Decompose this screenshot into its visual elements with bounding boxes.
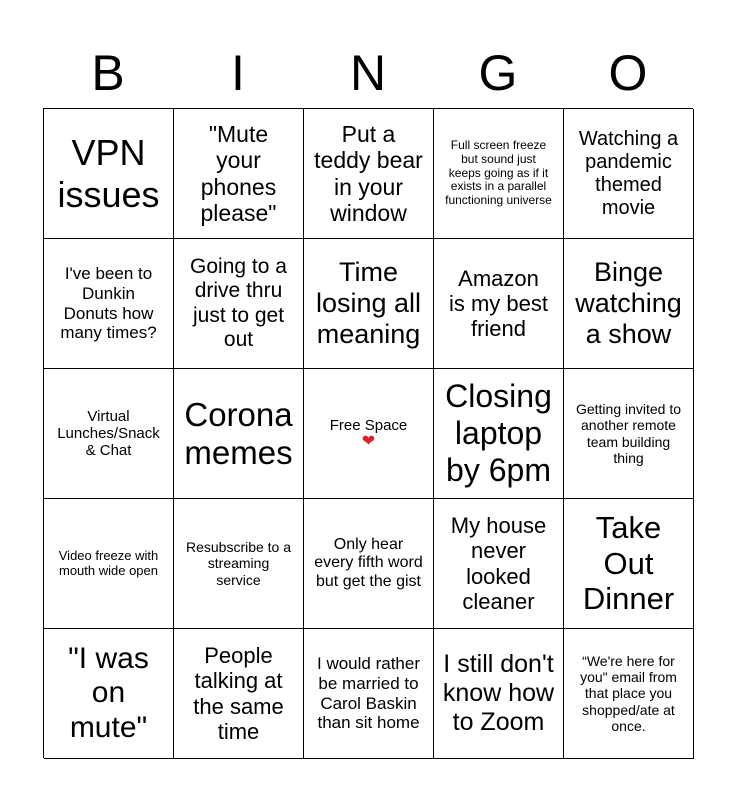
bingo-cell[interactable]: Take Out Dinner: [564, 499, 694, 629]
header-letter-o: O: [608, 45, 648, 101]
bingo-cell[interactable]: Corona memes: [174, 369, 304, 499]
header-letter-b: B: [91, 45, 125, 101]
bingo-cell[interactable]: Getting invited to another remote team building thing: [564, 369, 694, 499]
bingo-cell[interactable]: VPN issues: [44, 109, 174, 239]
bingo-cell[interactable]: Amazon is my best friend: [434, 239, 564, 369]
bingo-cell[interactable]: Full screen freeze but sound just keeps going as if it exists in a parallel functioning universe: [434, 109, 564, 239]
bingo-cell[interactable]: I've been to Dunkin Donuts how many times?: [44, 239, 174, 369]
bingo-grid: [43, 108, 693, 758]
free-space-cell[interactable]: [304, 369, 434, 499]
bingo-cell[interactable]: Time losing all meaning: [304, 239, 434, 369]
bingo-cell[interactable]: Virtual Lunches/Snack & Chat: [44, 369, 174, 499]
bingo-cell[interactable]: Watching a pandemic themed movie: [564, 109, 694, 239]
bingo-cell[interactable]: Video freeze with mouth wide open: [44, 499, 174, 629]
bingo-cell[interactable]: Put a teddy bear in your window: [304, 109, 434, 239]
bingo-cell[interactable]: Only hear every fifth word but get the gist: [304, 499, 434, 629]
heart-icon: ❤: [361, 433, 376, 451]
header-letter-i: I: [231, 45, 245, 101]
free-space-label: Free Space: [329, 416, 408, 434]
bingo-cell[interactable]: "Mute your phones please": [174, 109, 304, 239]
bingo-cell[interactable]: Resubscribe to a streaming service: [174, 499, 304, 629]
bingo-cell[interactable]: “We're here for you" email from that place you shopped/ate at once.: [564, 629, 694, 759]
bingo-cell[interactable]: People talking at the same time: [174, 629, 304, 759]
bingo-cell[interactable]: Going to a drive thru just to get out: [174, 239, 304, 369]
bingo-cell[interactable]: "I was on mute": [44, 629, 174, 759]
bingo-header: [43, 40, 693, 106]
bingo-cell[interactable]: Closing laptop by 6pm: [434, 369, 564, 499]
bingo-cell[interactable]: My house never looked cleaner: [434, 499, 564, 629]
bingo-cell[interactable]: Binge watching a show: [564, 239, 694, 369]
bingo-cell[interactable]: I still don't know how to Zoom: [434, 629, 564, 759]
header-letter-g: G: [478, 45, 518, 101]
header-letter-n: N: [349, 45, 387, 101]
bingo-cell[interactable]: I would rather be married to Carol Baskin than sit home: [304, 629, 434, 759]
